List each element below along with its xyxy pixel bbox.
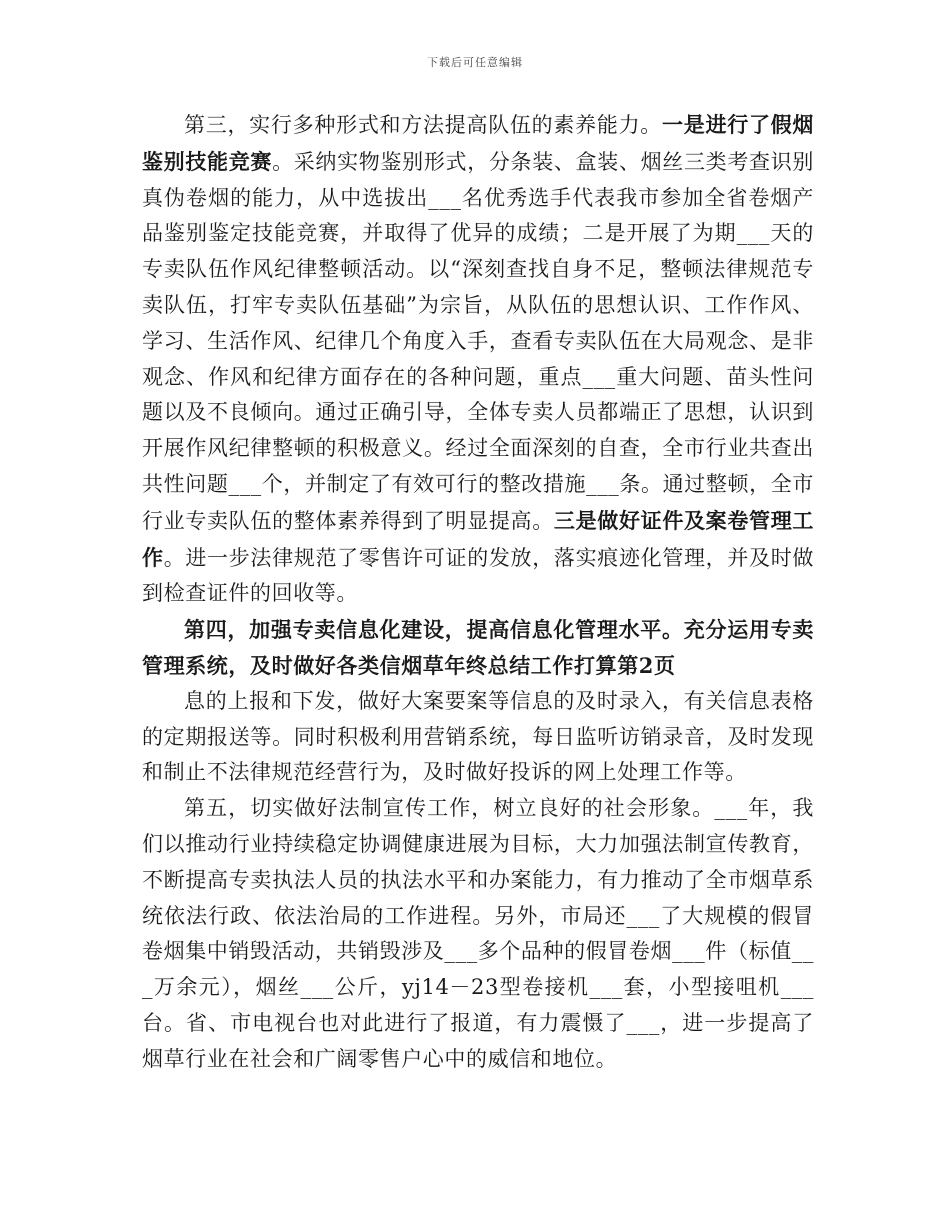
item-one-body: 。采纳实物鉴别形式，分条装、盒装、烟丝三类考查识别真伪卷烟的能力，从中选拔出___名优秀选手代表我市参加全省卷烟产品鉴别鉴定技能竞赛，并取得了优异的成绩；二是开展了为期___天的专卖队伍作风纪律整顿活动。以“深刻查找自身不足，整顿法律规范专卖队伍，打牢专卖队伍基础”为宗旨，从队伍的思想认识、工作作风、学习、生活作风、纪律几个角度入手，查看专卖队伍在大局观念、是非观念、作风和纪律方面存在的各种问题，重点___重大问题、苗头性问题以及不良倾向。通过正确引导，全体专卖人员都端正了思想，认识到开展作风纪律整顿的积极意义。经过全面深刻的自查，全市行业共查出共性问题___个，并制定了有效可行的整改措施___条。通过整顿，全市行业专卖队伍的整体素养得到了明显提高。 [142,149,814,533]
item-one-heading: 一是进行了假烟鉴别技能竞赛 [142,112,815,174]
item-three-body: 。进一步法律规范了零售许可证的发放，落实痕迹化管理，并及时做到检查证件的回收等。 [142,545,814,606]
paragraph-third-lead: 第三，实行多种形式和方法提高队伍的素养能力。 [184,113,663,137]
page-header: 下载后可任意编辑 [427,56,523,69]
paragraph-fifth: 第五，切实做好法制宣传工作，树立良好的社会形象。___年，我们以推动行业持续稳定协调健康进展为目标，大力加强法制宣传教育，不断提高专卖执法人员的执法水平和办案能力，有力推动了全市烟草系统依法行政、依法治局的工作进程。另外，市局还___了大规模的假冒卷烟集中销毁活动，共销毁涉及___多个品种的假冒卷烟___件（标值___万余元），烟丝___公斤，yj14－23型卷接机___套，小型接咀机___台。省、市电视台也对此进行了报道，有力震慑了___，进一步提高了烟草行业在社会和广阔零售户心中的威信和地位。 [142,796,814,1071]
item-three-heading: 三是做好证件及案卷管理工作 [142,507,814,570]
paragraph-fourth-heading: 第四，加强专卖信息化建设，提高信息化管理水平。充分运用专卖管理系统，及时做好各类信烟草年终总结工作打算第2页 [142,617,814,678]
paragraph-third [142,107,814,612]
paragraph-fourth-body: 息的上报和下发，做好大案要案等信息的及时录入，有关信息表格的定期报送等。同时积极利用营销系统，每日监听访销录音，及时发现和制止不法律规范经营行为，及时做好投诉的网上处理工作等。 [142,688,814,785]
document-body [142,107,814,1078]
